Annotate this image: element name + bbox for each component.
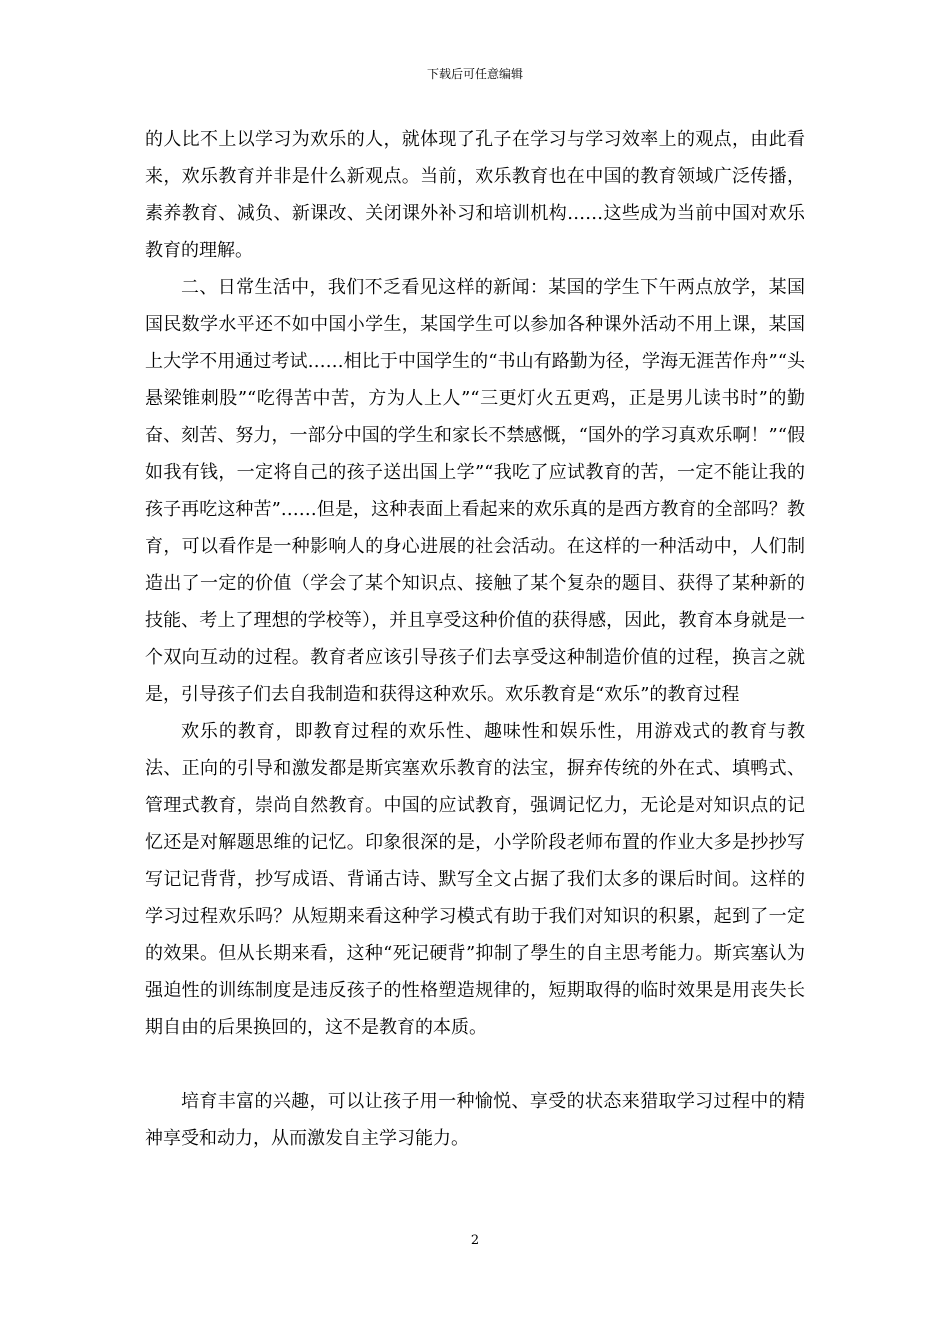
page-number: 2 (470, 1233, 480, 1248)
paragraph-interest: 培育丰富的兴趣，可以让孩子用一种愉悦、享受的状态来猎取学习过程中的精神享受和动力，从而激发自主学习能力。 (145, 1091, 805, 1149)
document-body (145, 121, 805, 1157)
paragraph-continuation: 的人比不上以学习为欢乐的人，就体现了孔子在学习与学习效率上的观点，由此看来，欢乐教育并非是什么新观点。当前，欢乐教育也在中国的教育领域广泛传播，素养教育、减负、新课改、关闭课外补习和培训机构……这些成为当前中国对欢乐教育的理解。 (145, 129, 805, 261)
paragraph-section-two: 二、日常生活中，我们不乏看见这样的新闻：某国的学生下午两点放学，某国国民数学水平还不如中国小学生，某国学生可以参加各种课外活动不用上课，某国上大学不用通过考试……相比于中国学生的“书山有路勤为径，学海无涯苦作舟”“头悬梁锥刺股”“吃得苦中苦，方为人上人”“三更灯火五更鸡，正是男儿读书时”的勤奋、刻苦、努力，一部分中国的学生和家长不禁感慨，“国外的学习真欢乐啊！”“假如我有钱，一定将自己的孩子送出国上学”“我吃了应试教育的苦，一定不能让我的孩子再吃这种苦”……但是，这种表面上看起来的欢乐真的是西方教育的全部吗？教育，可以看作是一种影响人的身心进展的社会活动。在这样的一种活动中，人们制造出了一定的价值（学会了某个知识点、接触了某个复杂的题目、获得了某种新的技能、考上了理想的学校等），并且享受这种价值的获得感，因此，教育本身就是一个双向互动的过程。教育者应该引导孩子们去享受这种制造价值的过程，换言之就是，引导孩子们去自我制造和获得这种欢乐。欢乐教育是“欢乐”的教育过程 (145, 277, 805, 705)
paragraph-joyful-education: 欢乐的教育，即教育过程的欢乐性、趣味性和娱乐性，用游戏式的教育与教法、正向的引导和激发都是斯宾塞欢乐教育的法宝，摒弃传统的外在式、填鸭式、管理式教育，崇尚自然教育。中国的应试教育，强调记忆力，无论是对知识点的记忆还是对解题思维的记忆。印象很深的是，小学阶段老师布置的作业大多是抄抄写写记记背背，抄写成语、背诵古诗、默写全文占据了我们太多的课后时间。这样的学习过程欢乐吗？从短期来看这种学习模式有助于我们对知识的积累，起到了一定的效果。但从长期来看，这种“死记硬背”抑制了學生的自主思考能力。斯宾塞认为强迫性的训练制度是违反孩子的性格塑造规律的，短期取得的临时效果是用丧失长期自由的后果换回的，这不是教育的本质。 (145, 721, 805, 1038)
page-header: 下载后可任意编辑 (426, 67, 523, 81)
